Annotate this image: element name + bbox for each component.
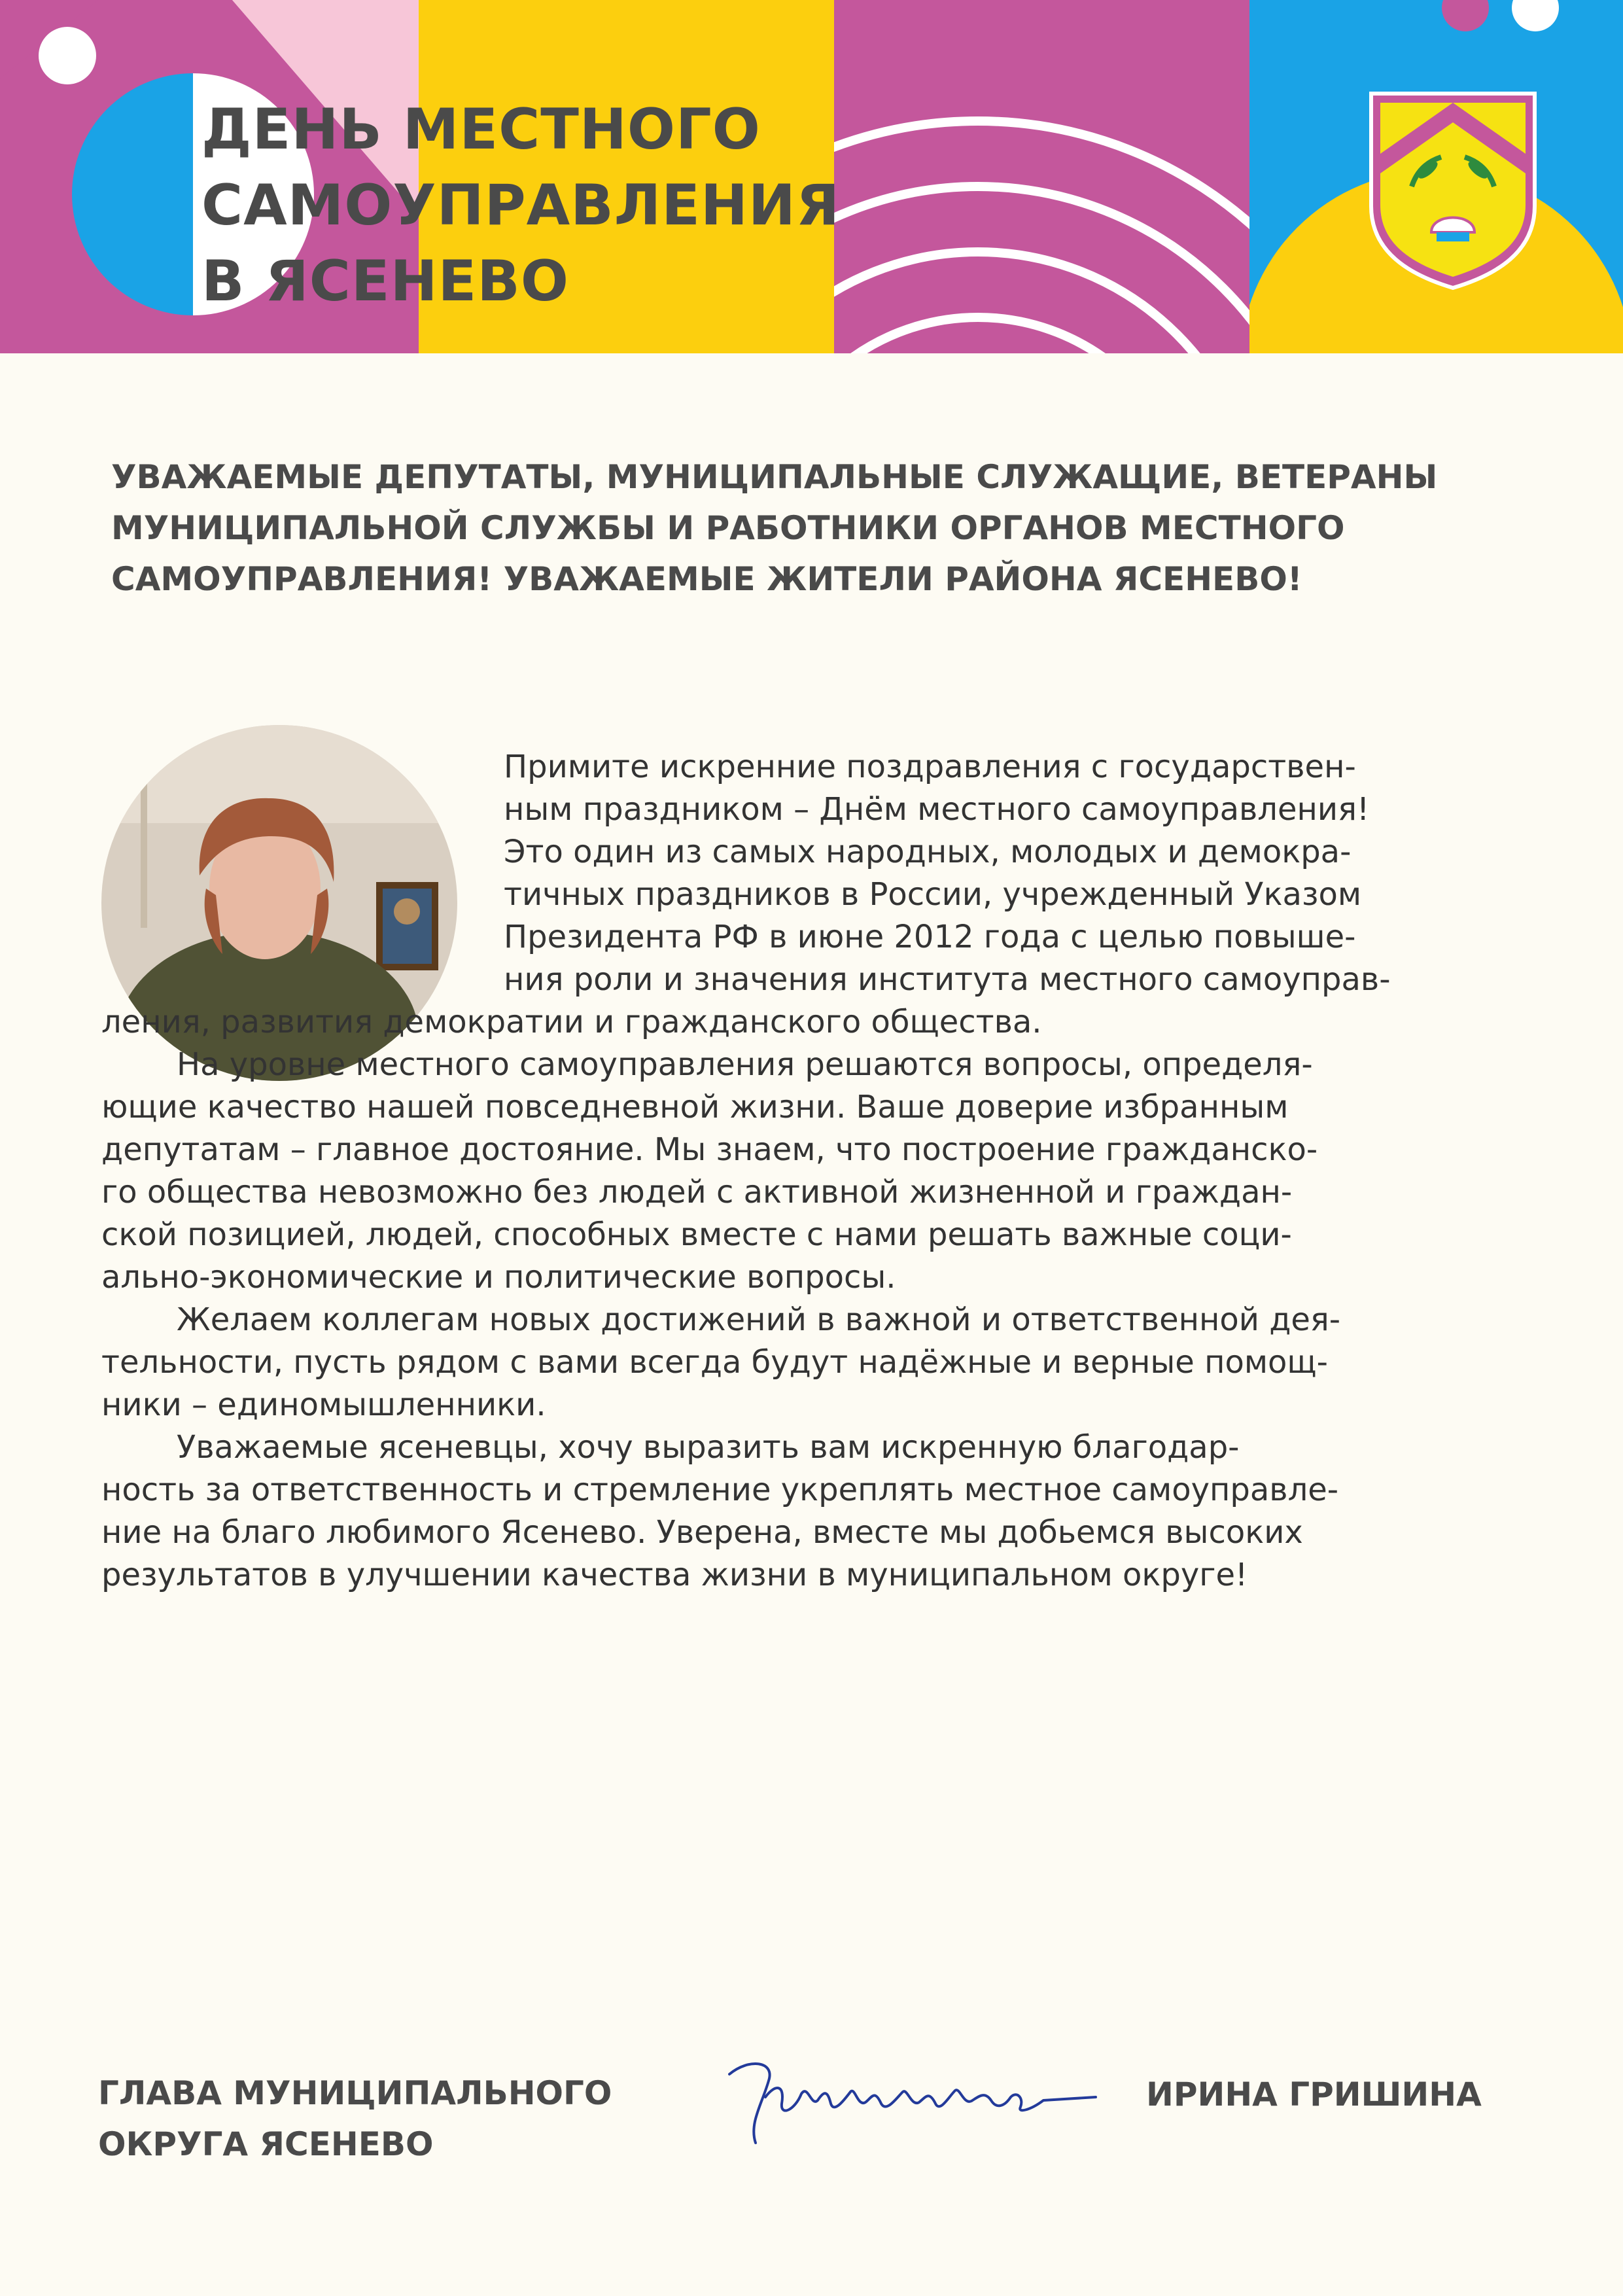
body-line: ющие качество нашей повседневной жизни. Ваше доверие избранным <box>101 1089 1289 1125</box>
signature-title-line: ГЛАВА МУНИЦИПАЛЬНОГО <box>98 2074 612 2112</box>
signature-title-line: ОКРУГА ЯСЕНЕВО <box>98 2125 434 2163</box>
body-line: результатов в улучшении качества жизни в муниципальном округе! <box>101 1557 1248 1593</box>
body-line: Уважаемые ясеневцы, хочу выразить вам искренную благодар- <box>177 1429 1240 1466</box>
handwritten-signature <box>703 2045 1115 2149</box>
greeting-heading <box>111 451 1518 605</box>
greeting-line: УВАЖАЕМЫЕ ДЕПУТАТЫ, МУНИЦИПАЛЬНЫЕ СЛУЖАЩИЕ, ВЕТЕРАНЫ <box>111 458 1438 496</box>
body-line: ние на благо любимого Ясенево. Уверена, вместе мы добьемся высоких <box>101 1514 1303 1551</box>
letter-body <box>101 746 1521 1597</box>
banner-title-line: ДЕНЬ МЕСТНОГО <box>201 97 761 162</box>
banner-title-line: САМОУПРАВЛЕНИЯ <box>201 173 841 238</box>
body-line: ники – единомышленники. <box>101 1386 546 1423</box>
body-line: На уровне местного самоуправления решаются вопросы, определя- <box>177 1046 1313 1083</box>
body-line: ным праздником – Днём местного самоуправления! <box>504 791 1370 828</box>
body-line: ской позицией, людей, способных вместе с нами решать важные соци- <box>101 1216 1292 1253</box>
greeting-line: МУНИЦИПАЛЬНОЙ СЛУЖБЫ И РАБОТНИКИ ОРГАНОВ МЕСТНОГО <box>111 509 1345 547</box>
body-line: ления, развития демократии и гражданского общества. <box>101 1004 1042 1040</box>
body-line: тельности, пусть рядом с вами всегда будут надёжные и верные помощ- <box>101 1344 1328 1381</box>
banner-title-line: В ЯСЕНЕВО <box>201 249 569 314</box>
body-line: Это один из самых народных, молодых и демокра- <box>504 834 1352 870</box>
banner-title <box>201 92 840 319</box>
greeting-line: САМОУПРАВЛЕНИЯ! УВАЖАЕМЫЕ ЖИТЕЛИ РАЙОНА ЯСЕНЕВО! <box>111 560 1302 598</box>
body-line: тичных праздников в России, учрежденный Указом <box>504 876 1362 913</box>
signature-title <box>98 2068 612 2170</box>
body-line: Желаем коллегам новых достижений в важной и ответственной дея- <box>177 1301 1341 1338</box>
body-line: Примите искренние поздравления с государствен- <box>504 749 1356 785</box>
coat-of-arms-icon <box>1366 88 1540 291</box>
body-line: ально-экономические и политические вопросы. <box>101 1259 896 1296</box>
body-line: депутатам – главное достояние. Мы знаем, что построение гражданско- <box>101 1131 1318 1168</box>
body-line: ность за ответственность и стремление укреплять местное самоуправле- <box>101 1472 1339 1508</box>
body-line: Президента РФ в июне 2012 года с целью повыше- <box>504 919 1356 955</box>
signatory-name: ИРИНА ГРИШИНА <box>1146 2075 1482 2113</box>
body-line: го общества невозможно без людей с активной жизненной и граждан- <box>101 1174 1293 1210</box>
body-line: ния роли и значения института местного самоуправ- <box>504 961 1391 998</box>
